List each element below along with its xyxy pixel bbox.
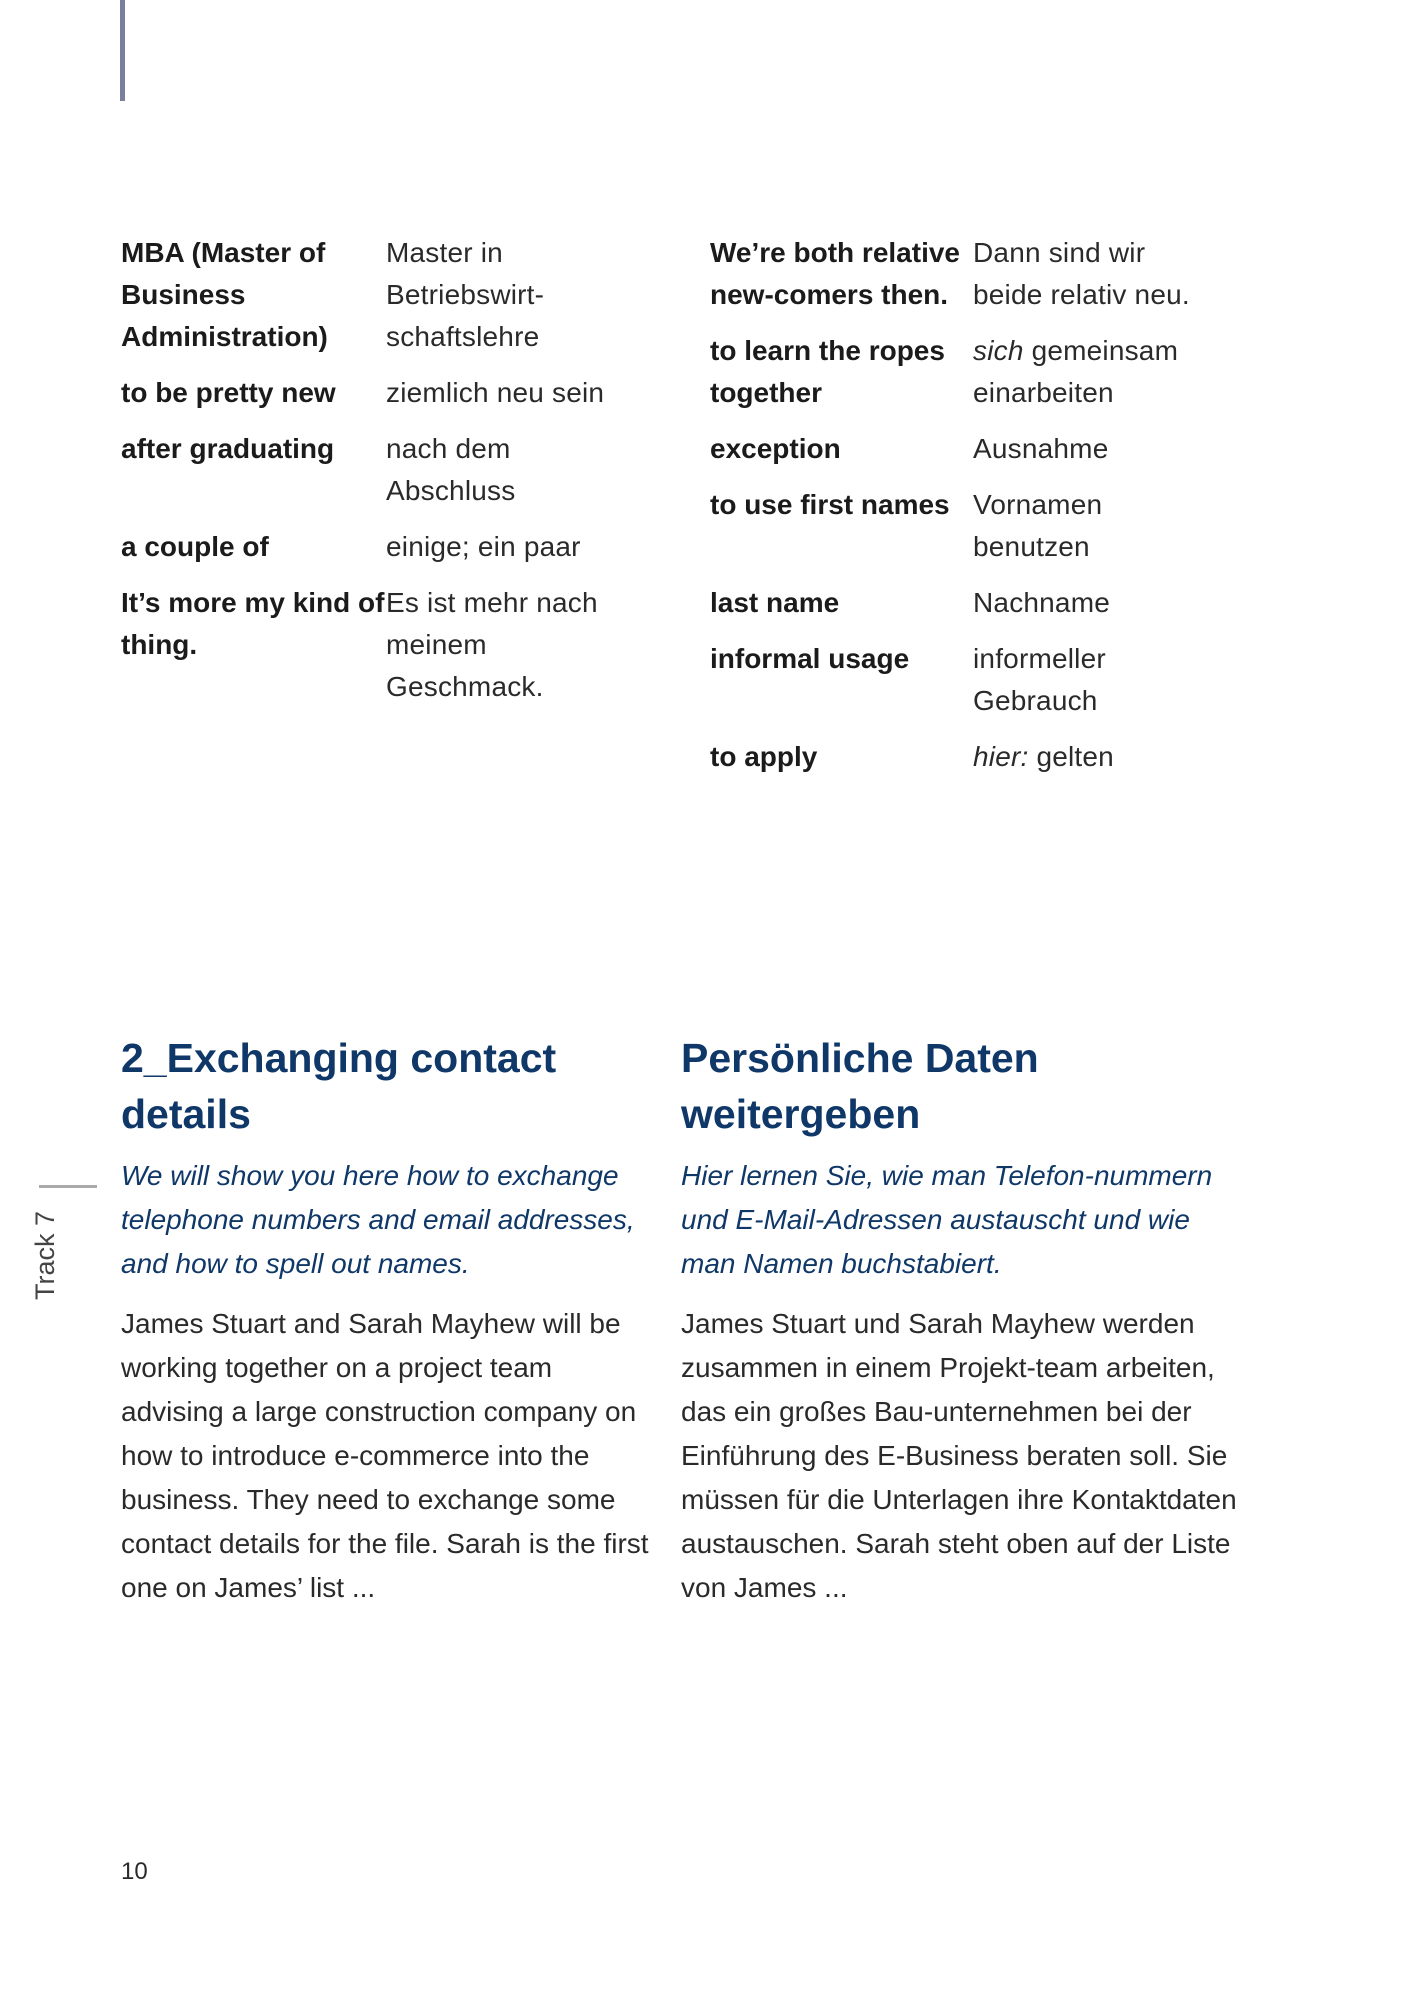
vocabulary-entry [121, 428, 646, 512]
italic-prefix: hier: [973, 741, 1029, 772]
vocabulary-translation [973, 330, 1213, 414]
vocabulary-translation: Vornamen benutzen [973, 489, 1103, 562]
vocabulary-translation: Master in Betriebswirt-schaftslehre [386, 237, 545, 352]
vocabulary-translation: ziemlich neu sein [386, 377, 605, 408]
section-intro: We will show you here how to exchange telephone numbers and email addresses, and how to spell out names. [121, 1160, 635, 1279]
vocabulary-entry [121, 372, 646, 414]
section-body: James Stuart and Sarah Mayhew will be working together on a project team advising a large construction company on how to introduce e-commerce into the business. They need to exchange some contact details for the file. Sarah is the first one on James’ list ... [121, 1308, 649, 1603]
vocabulary-entry [710, 330, 1213, 414]
vocabulary-term: exception [710, 433, 841, 464]
section-english [121, 1030, 651, 1610]
section-body: James Stuart und Sarah Mayhew werden zusammen in einem Projekt-team arbeiten, das ein großes Bau-unternehmen bei der Einführung des E-Business beraten soll. Sie müssen für die Unterlagen ihre Kontaktdaten austauschen. Sarah steht oben auf der Liste von James ... [681, 1308, 1237, 1603]
italic-prefix: sich [973, 335, 1024, 366]
vocabulary-entry [710, 428, 1213, 470]
vocabulary-entry [710, 484, 1213, 568]
vocabulary-entry [121, 526, 646, 568]
vocabulary-translation: Es ist mehr nach meinem Geschmack. [386, 587, 598, 702]
translation-text: gelten [1036, 741, 1114, 772]
section-intro: Hier lernen Sie, wie man Telefon-nummern und E-Mail-Adressen austauscht und wie man Namen buchstabiert. [681, 1160, 1213, 1279]
vocabulary-translation: informeller Gebrauch [973, 643, 1106, 716]
vocabulary-translation [973, 736, 1213, 778]
top-rule [120, 0, 125, 101]
vocabulary-term: to use first names [710, 489, 950, 520]
section-german [681, 1030, 1241, 1610]
translation-text: gemeinsam einarbeiten [973, 335, 1179, 408]
vocabulary-term: We’re both relative new-comers then. [710, 237, 961, 310]
vocabulary-term: informal usage [710, 643, 910, 674]
vocabulary-list-left [121, 232, 646, 722]
vocabulary-entry [710, 232, 1213, 316]
page-number: 10 [121, 1858, 148, 1885]
vocabulary-translation: Ausnahme [973, 433, 1109, 464]
vocabulary-term: a couple of [121, 531, 269, 562]
vocabulary-term: MBA (Master of Business Administration) [121, 237, 328, 352]
vocabulary-list-right [710, 232, 1213, 792]
vocabulary-translation: einige; ein paar [386, 531, 581, 562]
vocabulary-term: It’s more my kind of thing. [121, 587, 385, 660]
track-rule [39, 1185, 97, 1188]
vocabulary-entry [710, 638, 1213, 722]
vocabulary-translation: Dann sind wir beide relativ neu. [973, 237, 1190, 310]
section-heading: Persönliche Daten weitergeben [681, 1035, 1039, 1137]
track-label: Track 7 [30, 1210, 60, 1300]
vocabulary-translation: Nachname [973, 587, 1111, 618]
vocabulary-entry [710, 582, 1213, 624]
vocabulary-term: to apply [710, 741, 818, 772]
section-heading: 2_Exchanging contact details [121, 1035, 557, 1137]
vocabulary-entry [121, 582, 646, 708]
vocabulary-translation: nach dem Abschluss [386, 433, 516, 506]
vocabulary-term: last name [710, 587, 840, 618]
vocabulary-term: to be pretty new [121, 377, 336, 408]
vocabulary-term: to learn the ropes together [710, 335, 945, 408]
vocabulary-entry [121, 232, 646, 358]
vocabulary-entry [710, 736, 1213, 778]
vocabulary-term: after graduating [121, 433, 335, 464]
